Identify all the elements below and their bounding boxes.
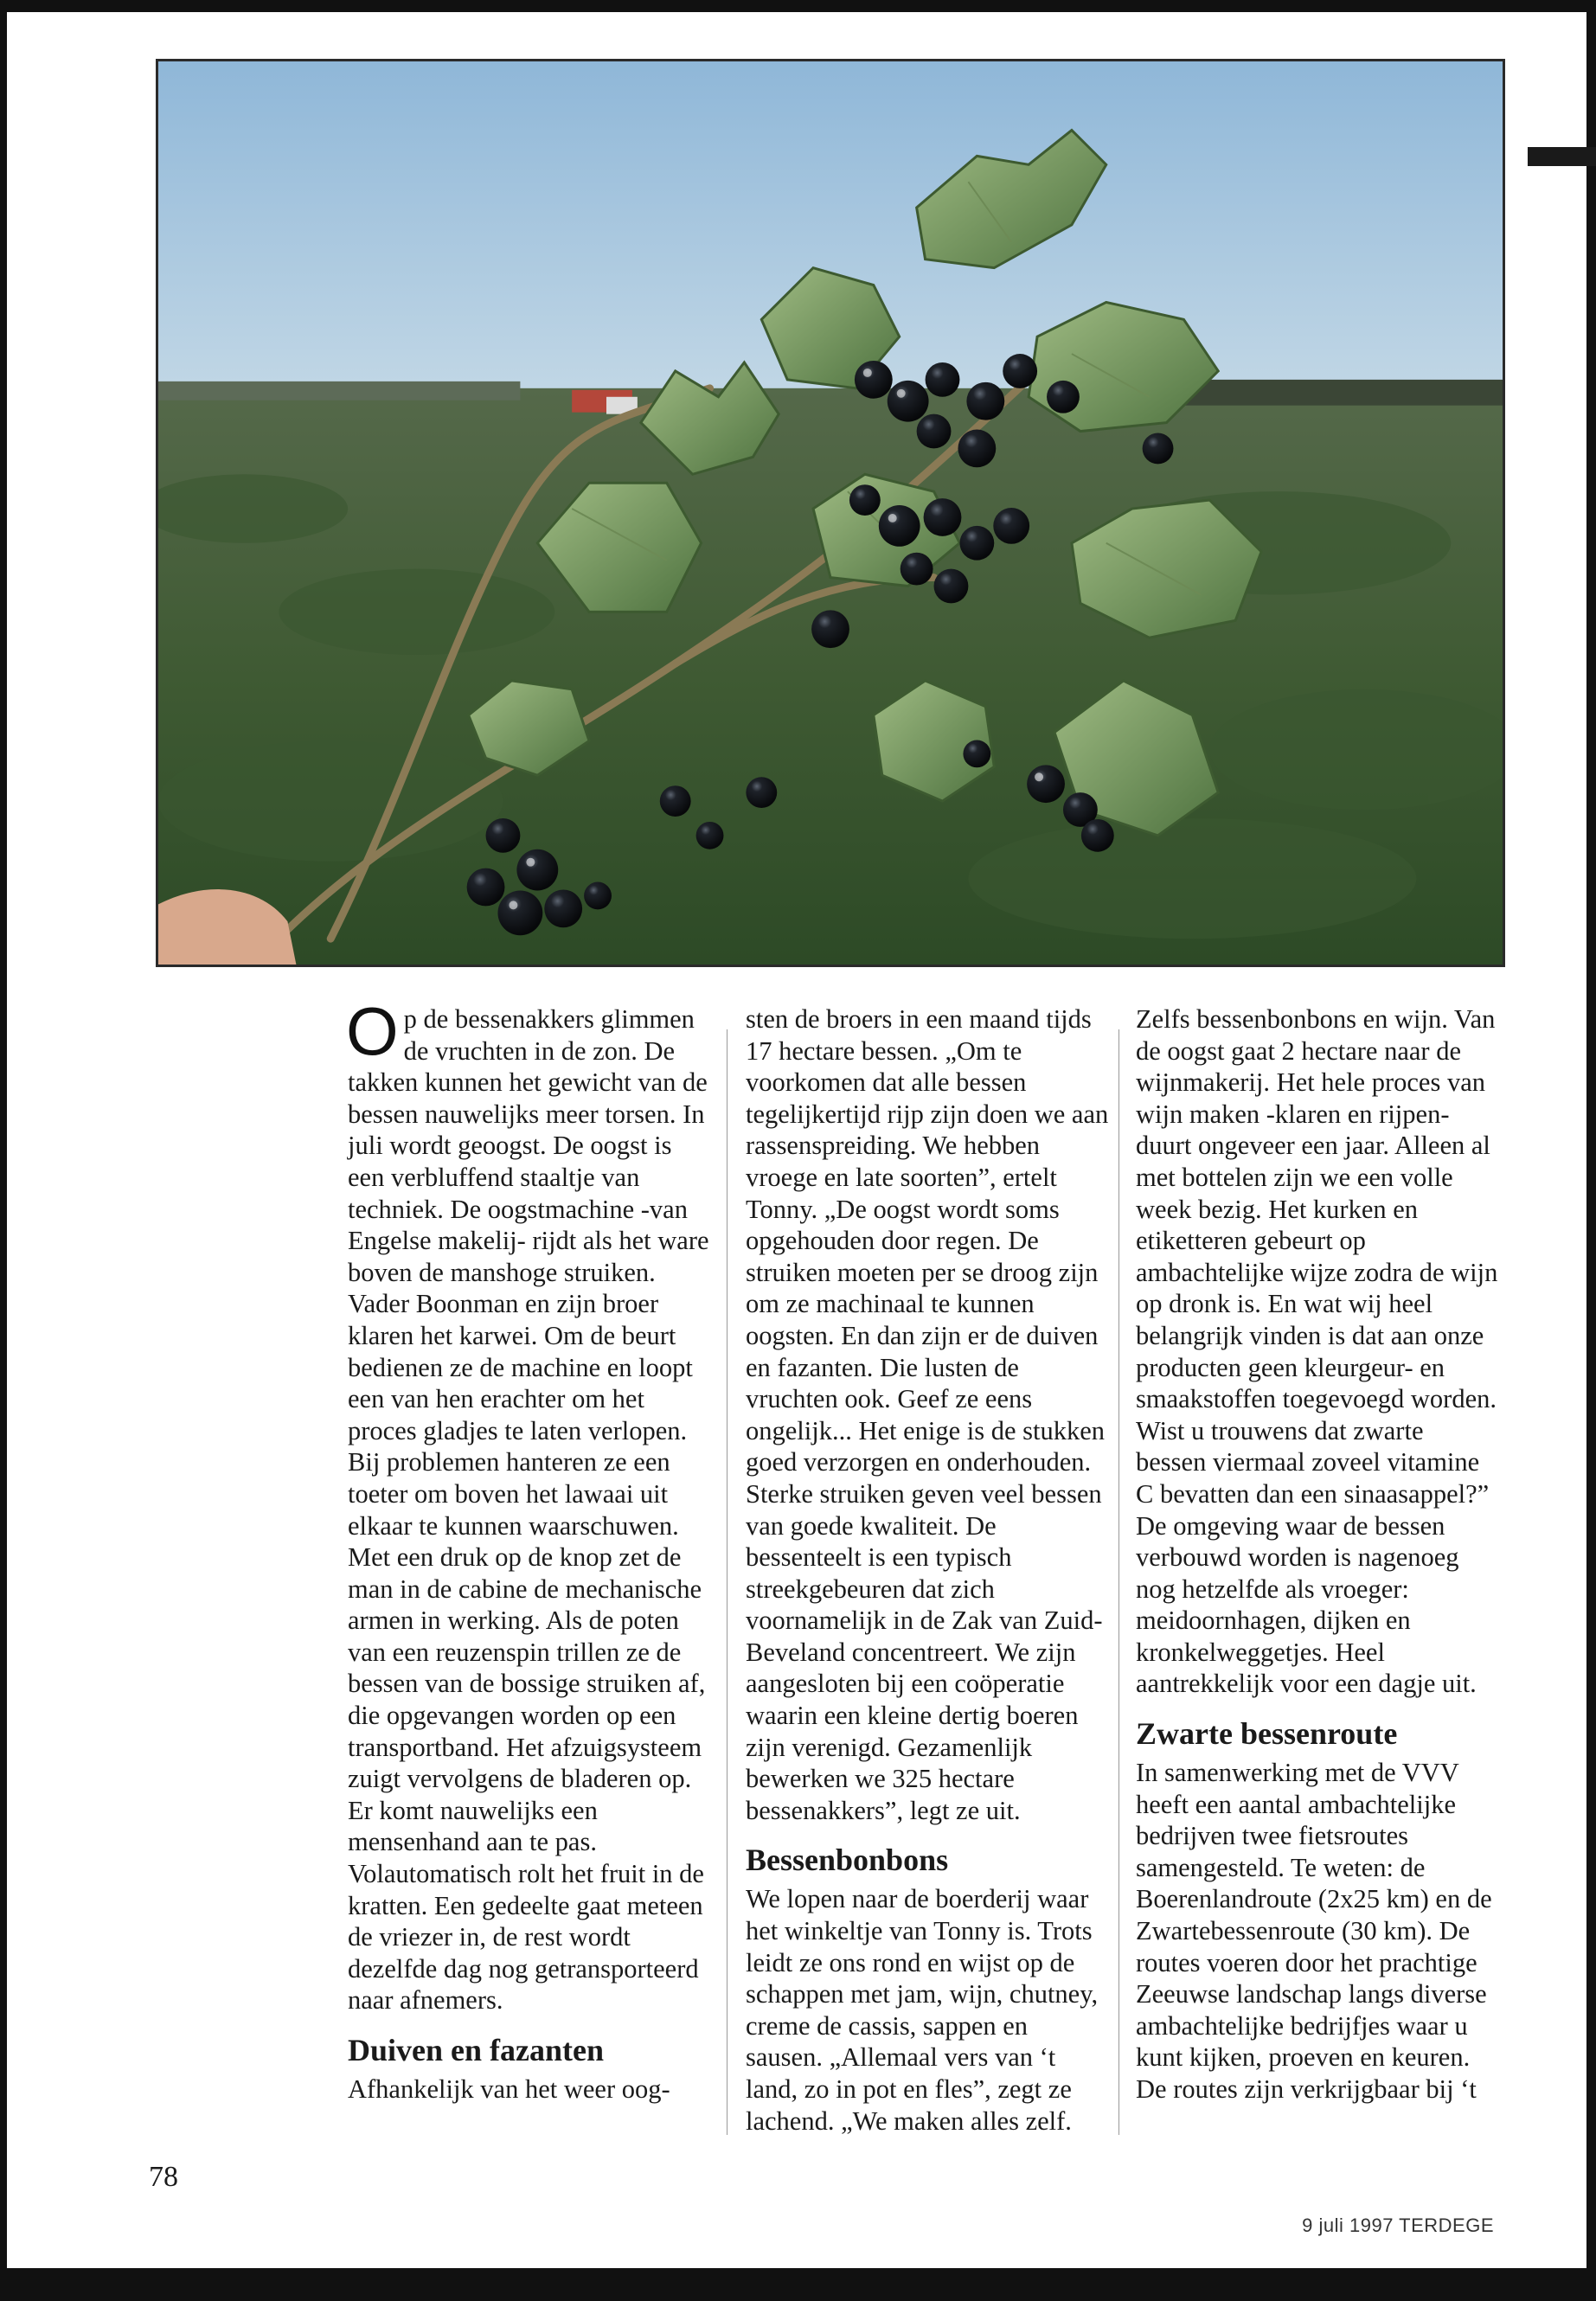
opening-paragraph: [346, 993, 711, 2016]
page-border-bottom: [0, 2268, 1596, 2301]
article-column-2: [746, 1003, 1109, 2137]
section-heading-duiven: Duiven en fazanten: [348, 2033, 604, 2067]
page-number: 78: [149, 2161, 178, 2193]
footer-issue-date: 9 juli 1997 TERDEGE: [1302, 2214, 1494, 2236]
paragraph: De omgeving waar de bessen verbouwd worden is nagenoeg nog hetzelfde als vroeger: meidoornhagen, dijken en kronkelweggetjes. Heel aantrekkelijk voor een dagje uit.: [1136, 1510, 1477, 1699]
paragraph: Afhankelijk van het weer oog-: [348, 2074, 670, 2104]
page-border-right: [1586, 0, 1596, 2301]
page-border-top: [0, 0, 1596, 12]
blackcurrant-branch-image: [158, 61, 1503, 965]
article-column-1: [346, 993, 711, 2106]
paragraph: In samenwerking met de VVV heeft een aantal ambachtelijke bedrijven twee fietsroutes samengesteld. Te weten: de Boerenlandroute (2x25 km) en de Zwartebessenroute (30 km). De routes voeren door het prachtige Zeeuwse landschap langs diverse ambachtelijke bedrijfjes waar u kunt kijken, proeven en keuren. De routes zijn verkrijgbaar bij ‘t: [1136, 1758, 1492, 2104]
column-rule-2: [1118, 1029, 1119, 2135]
section-heading-zwarte-bessenroute: Zwarte bessenroute: [1136, 1716, 1398, 1752]
page-border-left: [0, 0, 7, 2301]
paragraph: We lopen naar de boerderij waar het winkeltje van Tonny is. Trots leidt ze ons rond en wijst op de schappen met jam, wijn, chutney, creme de cassis, sappen en sausen. „Allemaal vers van ‘t land, zo in pot en fles”, zegt ze lachend. „We maken alles zelf.: [746, 1884, 1099, 2136]
paragraph: Zelfs bessenbonbons en wijn. Van de oogst gaat 2 hectare naar de wijnmakerij. Het hele proces van wijn maken -klaren en rijpen- duurt ongeveer een jaar. Alleen al met bottelen zijn we een volle week bezig. Het kurken en etiketteren gebeurt op ambachtelijke wijze zodra de wijn op dronk is. En wat wij heel belangrijk vinden is dat aan onze producten geen kleurgeur- en smaakstoffen toegevoegd worden. Wist u trouwens dat zwarte bessen viermaal zoveel vitamine C bevatten dan een sinaasappel?”: [1136, 1004, 1498, 1509]
paragraph: sten de broers in een maand tijds 17 hectare bessen. „Om te voorkomen dat alle bessen tegelijkertijd rijp zijn doen we aan rassenspreiding. We hebben vroege en late soorten”, ertelt Tonny. „De oogst wordt soms opgehouden door regen. De struiken moeten per se droog zijn om ze machinaal te kunnen oogsten. En dan zijn er de duiven en fazanten. Die lusten de vruchten ook. Geef ze eens ongelijk... Het enige is de stukken goed verzorgen en onderhouden. Sterke struiken geven veel bessen van goede kwaliteit. De bessenteelt is een typisch streekgebeuren dat zich voornamelijk in de Zak van Zuid-Beveland concentreert. We zijn aangesloten bij een coöperatie waarin een kleine dertig boeren zijn verenigd. Gezamenlijk bewerken we 325 hectare bessenakkers”, legt ze uit.: [746, 1004, 1109, 1825]
opening-text: p de bessenakkers glimmen de vruchten in de zon. De takken kunnen het gewicht van de bessen nauwelijks meer torsen. In juli wordt geoogst. De oogst is een verbluffend staaltje van techniek. De oogstmachine -van Engelse makelij- rijdt als het ware boven de manshoge struiken. Vader Boonman en zijn broer klaren het karwei. Om de beurt bedienen ze de machine en loopt een van hen erachter om het proces gladjes te laten verlopen. Bij problemen hanteren ze een toeter om boven het lawaai uit elkaar te kunnen waarschuwen. Met een druk op de knop zet de man in de cabine de mechanische armen in werking. Als de poten van een reuzenspin trillen ze de bessen van de bossige struiken af, die opgevangen worden op een transportband. Het afzuigsysteem zuigt vervolgens de bladeren op. Er komt nauwelijks een mensenhand aan te pas. Volautomatisch rolt het fruit in de kratten. Een gedeelte gaat meteen de vriezer in, de rest wordt dezelfde dag nog getransporteerd naar afnemers.: [348, 1004, 709, 2016]
article-column-3: [1136, 1003, 1499, 2106]
drop-cap: O: [346, 993, 399, 1069]
page-edge-tab: [1528, 147, 1596, 166]
article-photo: [156, 59, 1505, 967]
section-heading-bessenbonbons: Bessenbonbons: [746, 1843, 949, 1878]
